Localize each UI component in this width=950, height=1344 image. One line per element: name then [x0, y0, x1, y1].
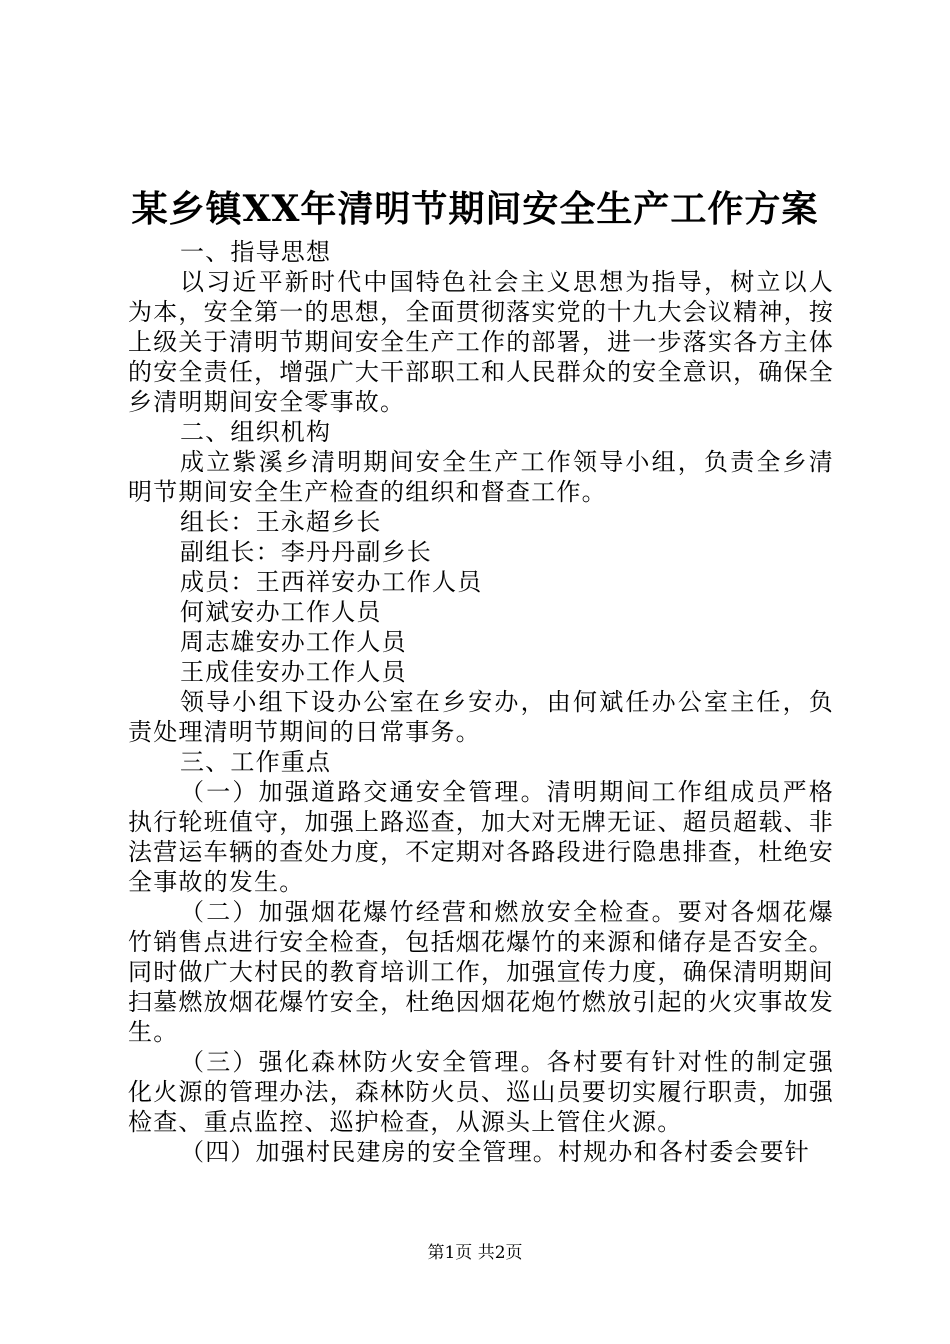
section-heading-guiding-ideology: 一、指导思想	[180, 238, 332, 266]
paragraph-fireworks: （二）加强烟花爆竹经营和燃放安全检查。要对各烟花爆竹销售点进行安全检查，包括烟花爆竹的来源和储存是否安全。同时做广大村民的教育培训工作，加强宣传力度，确保清明期间扫墓燃放烟花爆竹安全，杜绝因烟花炮竹燃放引起的火灾事故发生。	[128, 898, 834, 1046]
section-heading-work-focus: 三、工作重点	[180, 748, 332, 776]
member-list-item: 王成佳安办工作人员	[180, 658, 407, 686]
member-list-item: 何斌安办工作人员	[180, 598, 382, 626]
section-heading-organization: 二、组织机构	[180, 418, 332, 446]
page-footer: 第1页 共2页	[427, 1243, 523, 1263]
document-body	[128, 237, 834, 1167]
paragraph-office: 领导小组下设办公室在乡安办，由何斌任办公室主任，负责处理清明节期间的日常事务。	[128, 688, 834, 746]
paragraph-road-traffic: （一）加强道路交通安全管理。清明期间工作组成员严格执行轮班值守，加强上路巡查，加大对无牌无证、超员超载、非法营运车辆的查处力度，不定期对各路段进行隐患排查，杜绝安全事故的发生。	[128, 778, 834, 896]
paragraph-housing: （四）加强村民建房的安全管理。村规办和各村委会要针	[180, 1138, 810, 1166]
member-group-leader: 组长：王永超乡长	[180, 508, 382, 536]
paragraph-forest-fire: （三）强化森林防火安全管理。各村要有针对性的制定强化火源的管理办法，森林防火员、巡山员要切实履行职责，加强检查、重点监控、巡护检查，从源头上管住火源。	[128, 1048, 834, 1136]
member-list-item: 周志雄安办工作人员	[180, 628, 407, 656]
paragraph-leading-group: 成立紫溪乡清明期间安全生产工作领导小组，负责全乡清明节期间安全生产检查的组织和督查工作。	[128, 448, 834, 506]
paragraph-guiding-ideology: 以习近平新时代中国特色社会主义思想为指导，树立以人为本，安全第一的思想，全面贯彻落实党的十九大会议精神，按上级关于清明节期间安全生产工作的部署，进一步落实各方主体的安全责任，增强广大干部职工和人民群众的安全意识，确保全乡清明期间安全零事故。	[128, 268, 834, 416]
document-title: 某乡镇XX年清明节期间安全生产工作方案	[131, 188, 819, 230]
member-list-item: 成员：王西祥安办工作人员	[180, 568, 483, 596]
member-deputy-leader: 副组长：李丹丹副乡长	[180, 538, 432, 566]
